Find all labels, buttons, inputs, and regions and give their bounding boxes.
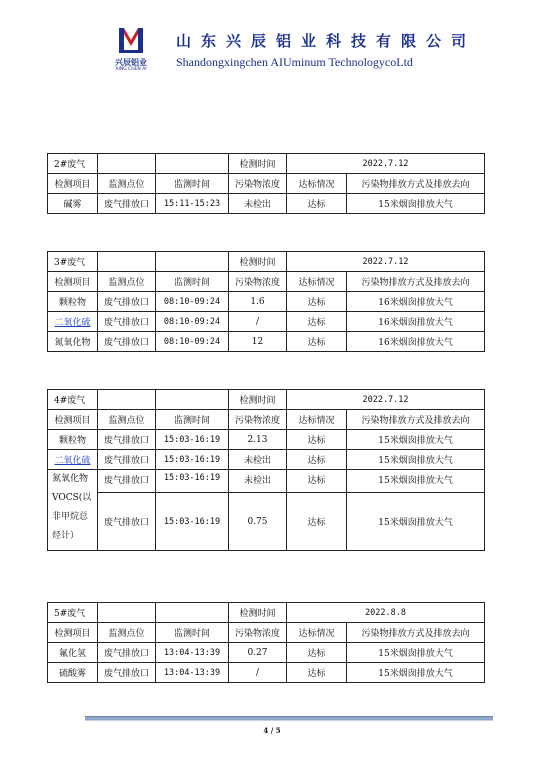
cell: 废气排放口 [98,470,156,493]
column-header: 监测点位 [98,410,156,430]
column-header: 污染物浓度 [229,174,287,194]
cell: 未检出 [229,194,287,214]
cell: 废气排放口 [98,194,156,214]
cell: 达标 [287,194,347,214]
column-header: 污染物排放方式及排放去向 [347,272,485,292]
cell-multiline [48,470,98,551]
cell: 达标 [287,430,347,450]
cell: 未检出 [229,450,287,470]
column-header: 监测点位 [98,272,156,292]
cell: 16米烟囱排放大气 [347,312,485,332]
cell: 08:10-09:24 [156,312,229,332]
table-name: 3#废气 [48,252,98,272]
cell: 废气排放口 [98,292,156,312]
exhaust-table-2 [47,153,485,214]
cell: 废气排放口 [98,493,156,551]
cell: 13:04-13:39 [156,643,229,663]
column-header: 污染物排放方式及排放去向 [347,410,485,430]
date-label: 检测时间 [229,603,287,623]
column-header: 检测项目 [48,410,98,430]
column-header: 监测点位 [98,623,156,643]
cell: 08:10-09:24 [156,292,229,312]
table-row [48,470,485,493]
column-header: 监测时间 [156,623,229,643]
cell: 15米烟囱排放大气 [347,663,485,683]
column-header: 污染物浓度 [229,410,287,430]
exhaust-table-3 [47,251,485,352]
column-header: 污染物排放方式及排放去向 [347,174,485,194]
cell: 15米烟囱排放大气 [347,470,485,493]
table-name: 5#废气 [48,603,98,623]
column-header: 检测项目 [48,174,98,194]
column-header: 监测时间 [156,272,229,292]
cell: 0.27 [229,643,287,663]
company-name-english: Shandongxingchen AIUminum TechnologycoLtd [176,55,413,69]
company-name-chinese: 山东兴辰铝业科技有限公司 [176,32,477,50]
cell: 碱雾 [48,194,98,214]
table-title-row [48,252,485,272]
cell: 达标 [287,312,347,332]
cell: 15:03-16:19 [156,450,229,470]
column-header: 监测点位 [98,174,156,194]
column-header: 污染物浓度 [229,623,287,643]
cell: 08:10-09:24 [156,332,229,352]
table-row [48,430,485,450]
column-header: 污染物排放方式及排放去向 [347,623,485,643]
page-number: 4 / 5 [263,726,281,735]
cell: 废气排放口 [98,332,156,352]
table-header-row [48,272,485,292]
cell: / [229,663,287,683]
cell: 废气排放口 [98,450,156,470]
table-header-row [48,410,485,430]
column-header: 达标情况 [287,410,347,430]
table-title-row [48,390,485,410]
column-header: 检测项目 [48,623,98,643]
cell: 废气排放口 [98,643,156,663]
cell-line: VOCS(以非甲烷总烃计） [52,493,92,541]
cell: 达标 [287,470,347,493]
logo-mark-icon [116,26,146,56]
table-title-row [48,603,485,623]
cell-line: 氮氧化物 [52,474,89,484]
cell: 15米烟囱排放大气 [347,450,485,470]
sulfur-dioxide-link[interactable]: 二氧化硫 [48,312,98,332]
date-value: 2022.7.12 [287,390,485,410]
date-label: 检测时间 [229,154,287,174]
table-row [48,292,485,312]
cell: 氟化氢 [48,643,98,663]
cell: 达标 [287,493,347,551]
cell: 15米烟囱排放大气 [347,493,485,551]
table-title-row [48,154,485,174]
cell: 0.75 [229,493,287,551]
sulfur-dioxide-link[interactable]: 二氧化硫 [48,450,98,470]
column-header: 达标情况 [287,174,347,194]
cell: 15:03-16:19 [156,470,229,493]
table-header-row [48,174,485,194]
date-value: 2022.8.8 [287,603,485,623]
column-header: 达标情况 [287,272,347,292]
cell: 未检出 [229,470,287,493]
column-header: 监测时间 [156,174,229,194]
date-value: 2022.7.12 [287,154,485,174]
cell: 1.6 [229,292,287,312]
cell: 2.13 [229,430,287,450]
column-header: 检测项目 [48,272,98,292]
cell: 15米烟囱排放大气 [347,430,485,450]
cell: 16米烟囱排放大气 [347,332,485,352]
date-label: 检测时间 [229,390,287,410]
cell: 颗粒物 [48,430,98,450]
table-row [48,450,485,470]
cell: 13:04-13:39 [156,663,229,683]
cell: 15:03-16:19 [156,493,229,551]
cell: 16米烟囱排放大气 [347,292,485,312]
cell: 12 [229,332,287,352]
cell: 达标 [287,643,347,663]
cell: 氮氧化物 [48,332,98,352]
date-label: 检测时间 [229,252,287,272]
table-row [48,332,485,352]
column-header: 污染物浓度 [229,272,287,292]
exhaust-table-5 [47,602,485,683]
cell: 废气排放口 [98,312,156,332]
cell: 硫酸雾 [48,663,98,683]
cell: 废气排放口 [98,430,156,450]
cell: 达标 [287,663,347,683]
logo-english-text: XING CHEN AI [115,67,147,72]
cell: 达标 [287,450,347,470]
table-row [48,663,485,683]
table-header-row [48,623,485,643]
table-name: 4#废气 [48,390,98,410]
table-row [48,312,485,332]
cell: 颗粒物 [48,292,98,312]
cell: 15:11-15:23 [156,194,229,214]
cell: 15米烟囱排放大气 [347,643,485,663]
column-header: 达标情况 [287,623,347,643]
table-row [48,643,485,663]
table-row [48,493,485,551]
cell: 达标 [287,292,347,312]
cell: / [229,312,287,332]
page-header [0,0,544,90]
column-header: 监测时间 [156,410,229,430]
logo-chinese-text: 兴辰铝业 [115,58,147,67]
cell: 15米烟囱排放大气 [347,194,485,214]
date-value: 2022.7.12 [287,252,485,272]
cell: 15:03-16:19 [156,430,229,450]
cell: 达标 [287,332,347,352]
footer-rule-thin [85,720,493,721]
table-name: 2#废气 [48,154,98,174]
exhaust-table-4 [47,389,485,551]
table-row [48,194,485,214]
cell: 废气排放口 [98,663,156,683]
company-logo [108,26,154,74]
